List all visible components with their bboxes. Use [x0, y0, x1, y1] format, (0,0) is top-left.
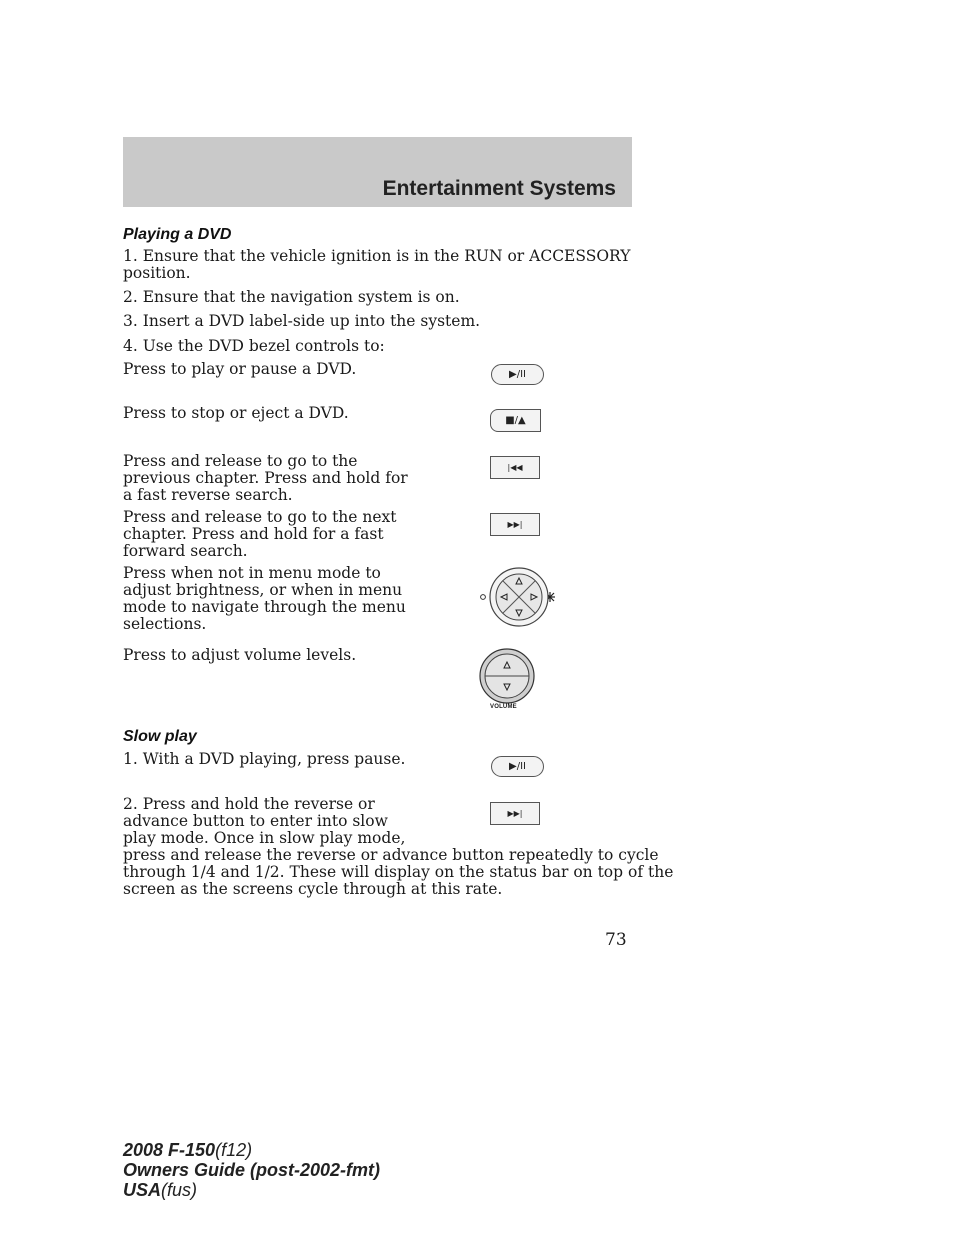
play-pause-icon: ▶/II	[509, 761, 526, 772]
stop-eject-icon: ■/▲	[505, 415, 526, 426]
section-heading-slow-play: Slow play	[123, 728, 197, 745]
next-description-line-3: forward search.	[123, 542, 248, 560]
next-description-line-1: Press and release to go to the next	[123, 508, 397, 526]
joystick-description-line-2: adjust brightness, or when in menu	[123, 581, 403, 599]
slow-step-2-line-2: advance button to enter into slow	[123, 812, 388, 830]
skip-forward-icon: ▶▶|	[507, 520, 523, 529]
joystick-description-line-3: mode to navigate through the menu	[123, 598, 406, 616]
footer-line-1	[123, 1140, 252, 1160]
play-pause-icon: ▶/II	[509, 369, 526, 380]
prev-description-line-1: Press and release to go to the	[123, 452, 358, 470]
advance-button[interactable]	[490, 802, 540, 825]
play-pause-button[interactable]	[491, 364, 544, 385]
page-number: 73	[605, 930, 627, 950]
slow-step-2-line-3: play mode. Once in slow play mode,	[123, 829, 406, 847]
navigation-joystick[interactable]	[478, 566, 558, 628]
slow-step-2-line-6: screen as the screens cycle through at this rate.	[123, 880, 503, 898]
volume-control[interactable]	[478, 648, 536, 706]
slow-step-2-line-5: through 1/4 and 1/2. These will display on the status bar on top of the	[123, 863, 674, 881]
skip-back-icon: |◀◀	[507, 463, 523, 472]
slow-step-1: 1. With a DVD playing, press pause.	[123, 750, 406, 768]
volume-description: Press to adjust volume levels.	[123, 646, 357, 664]
footer-line-2	[123, 1160, 380, 1180]
step-1-line-1: 1. Ensure that the vehicle ignition is in the RUN or ACCESSORY	[123, 247, 631, 265]
next-chapter-button[interactable]	[490, 513, 540, 536]
footer-market-code: (fus)	[161, 1180, 198, 1200]
slow-step-2-line-4: press and release the reverse or advance button repeatedly to cycle	[123, 846, 659, 864]
header-band	[123, 137, 632, 207]
pause-button[interactable]	[491, 756, 544, 777]
footer-market: USA	[123, 1180, 162, 1200]
slow-step-2-line-1: 2. Press and hold the reverse or	[123, 795, 375, 813]
brightness-low-icon	[481, 595, 486, 600]
page-title: Entertainment Systems	[382, 177, 616, 200]
step-2: 2. Ensure that the navigation system is on.	[123, 288, 460, 306]
volume-label: VOLUME	[490, 704, 517, 710]
play-pause-description: Press to play or pause a DVD.	[123, 360, 357, 378]
stop-eject-description: Press to stop or eject a DVD.	[123, 404, 349, 422]
joystick-description-line-4: selections.	[123, 615, 207, 633]
prev-description-line-3: a fast reverse search.	[123, 486, 293, 504]
skip-forward-icon: ▶▶|	[507, 809, 523, 818]
step-4: 4. Use the DVD bezel controls to:	[123, 337, 385, 355]
joystick-description-line-1: Press when not in menu mode to	[123, 564, 381, 582]
previous-chapter-button[interactable]	[490, 456, 540, 479]
step-1-line-2: position.	[123, 264, 191, 282]
next-description-line-2: chapter. Press and hold for a fast	[123, 525, 384, 543]
prev-description-line-2: previous chapter. Press and hold for	[123, 469, 408, 487]
stop-eject-button[interactable]	[490, 409, 541, 432]
step-3: 3. Insert a DVD label-side up into the system.	[123, 312, 481, 330]
footer-line-3	[123, 1180, 197, 1200]
section-heading-playing-dvd: Playing a DVD	[123, 226, 232, 243]
footer-model-code: (f12)	[215, 1140, 253, 1160]
footer-model: 2008 F-150	[123, 1140, 216, 1160]
footer-guide: Owners Guide (post-2002-fmt)	[123, 1160, 381, 1180]
